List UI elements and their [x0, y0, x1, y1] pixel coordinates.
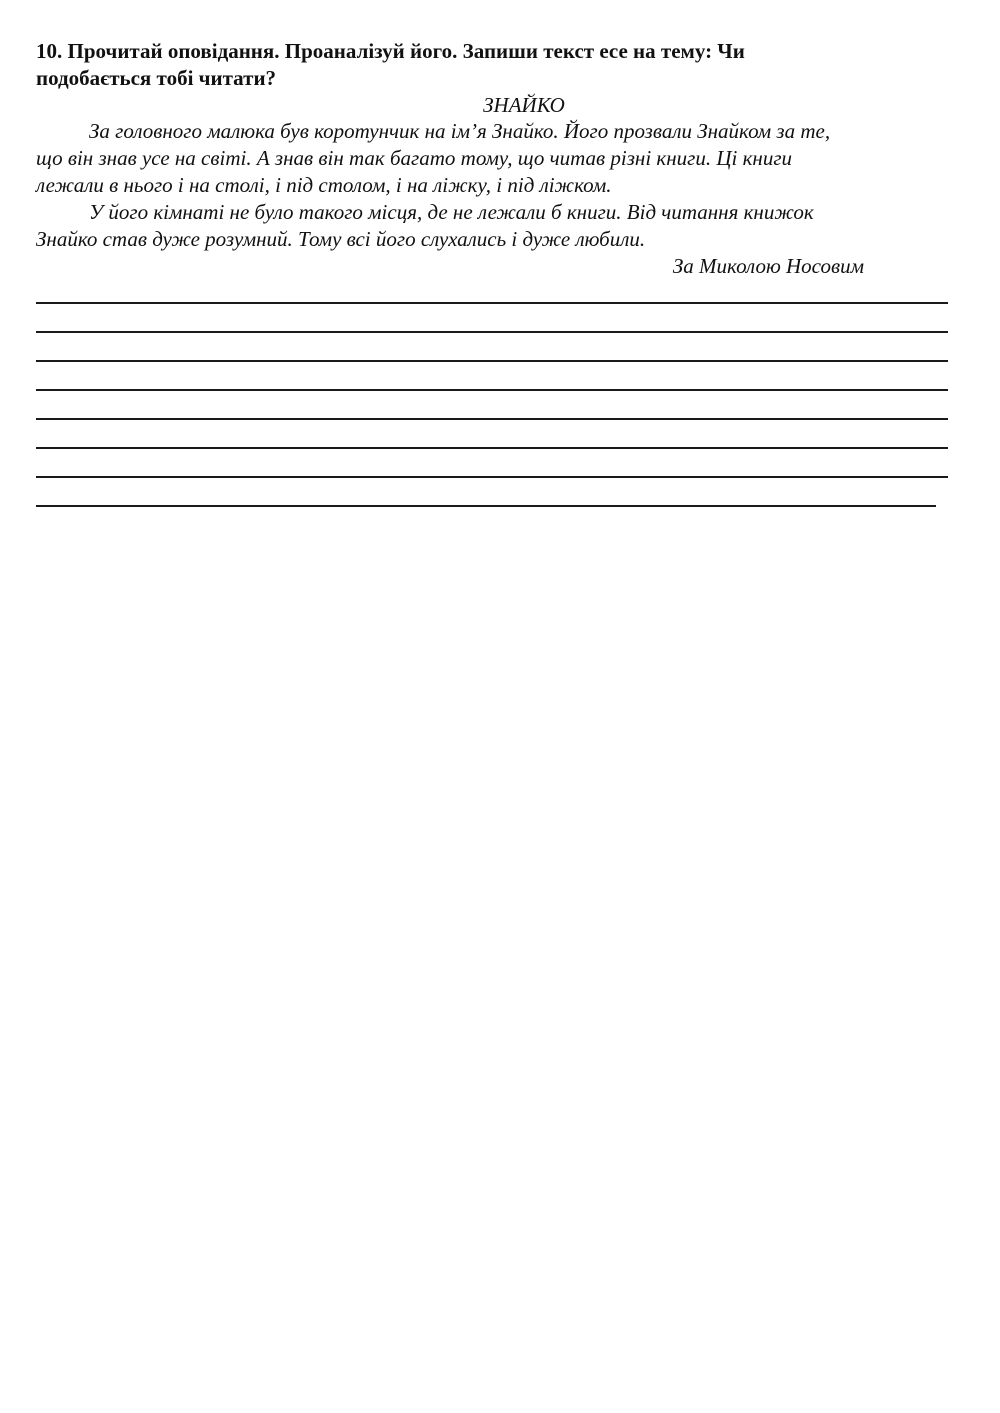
answer-line[interactable] — [36, 389, 948, 391]
paragraph-1-line: що він знав усе на світі. А знав він так багато тому, що читав різні книги. Ці книги — [36, 146, 793, 170]
story-title: ЗНАЙКО — [483, 93, 565, 117]
answer-line[interactable] — [36, 302, 948, 304]
answer-lines — [36, 302, 948, 534]
paragraph-1-line: лежали в нього і на столі, і під столом, і на ліжку, і під ліжком. — [36, 173, 612, 197]
answer-line[interactable] — [36, 418, 948, 420]
answer-line[interactable] — [36, 476, 948, 478]
answer-line[interactable] — [36, 331, 948, 333]
story-paragraph-1 — [36, 118, 936, 199]
story-paragraph-2 — [36, 199, 936, 253]
story-author: За Миколою Носовим — [672, 254, 864, 278]
answer-line[interactable] — [36, 447, 948, 449]
paragraph-1-line: За головного малюка був коротунчик на ім’я Знайко. Його прозвали Знайком за те, — [89, 119, 831, 143]
paragraph-2-line: У його кімнаті не було такого місця, де не лежали б книги. Від читання книжок — [89, 200, 814, 224]
paragraph-2-line: Знайко став дуже розумний. Тому всі його слухались і дуже любили. — [36, 227, 646, 251]
task-instruction — [36, 38, 936, 92]
answer-line[interactable] — [36, 360, 948, 362]
answer-line[interactable] — [36, 505, 936, 507]
task-line-2: подобається тобі читати? — [36, 66, 277, 90]
task-line-1: 10. Прочитай оповідання. Проаналізуй його. Запиши текст есе на тему: Чи — [36, 39, 745, 63]
